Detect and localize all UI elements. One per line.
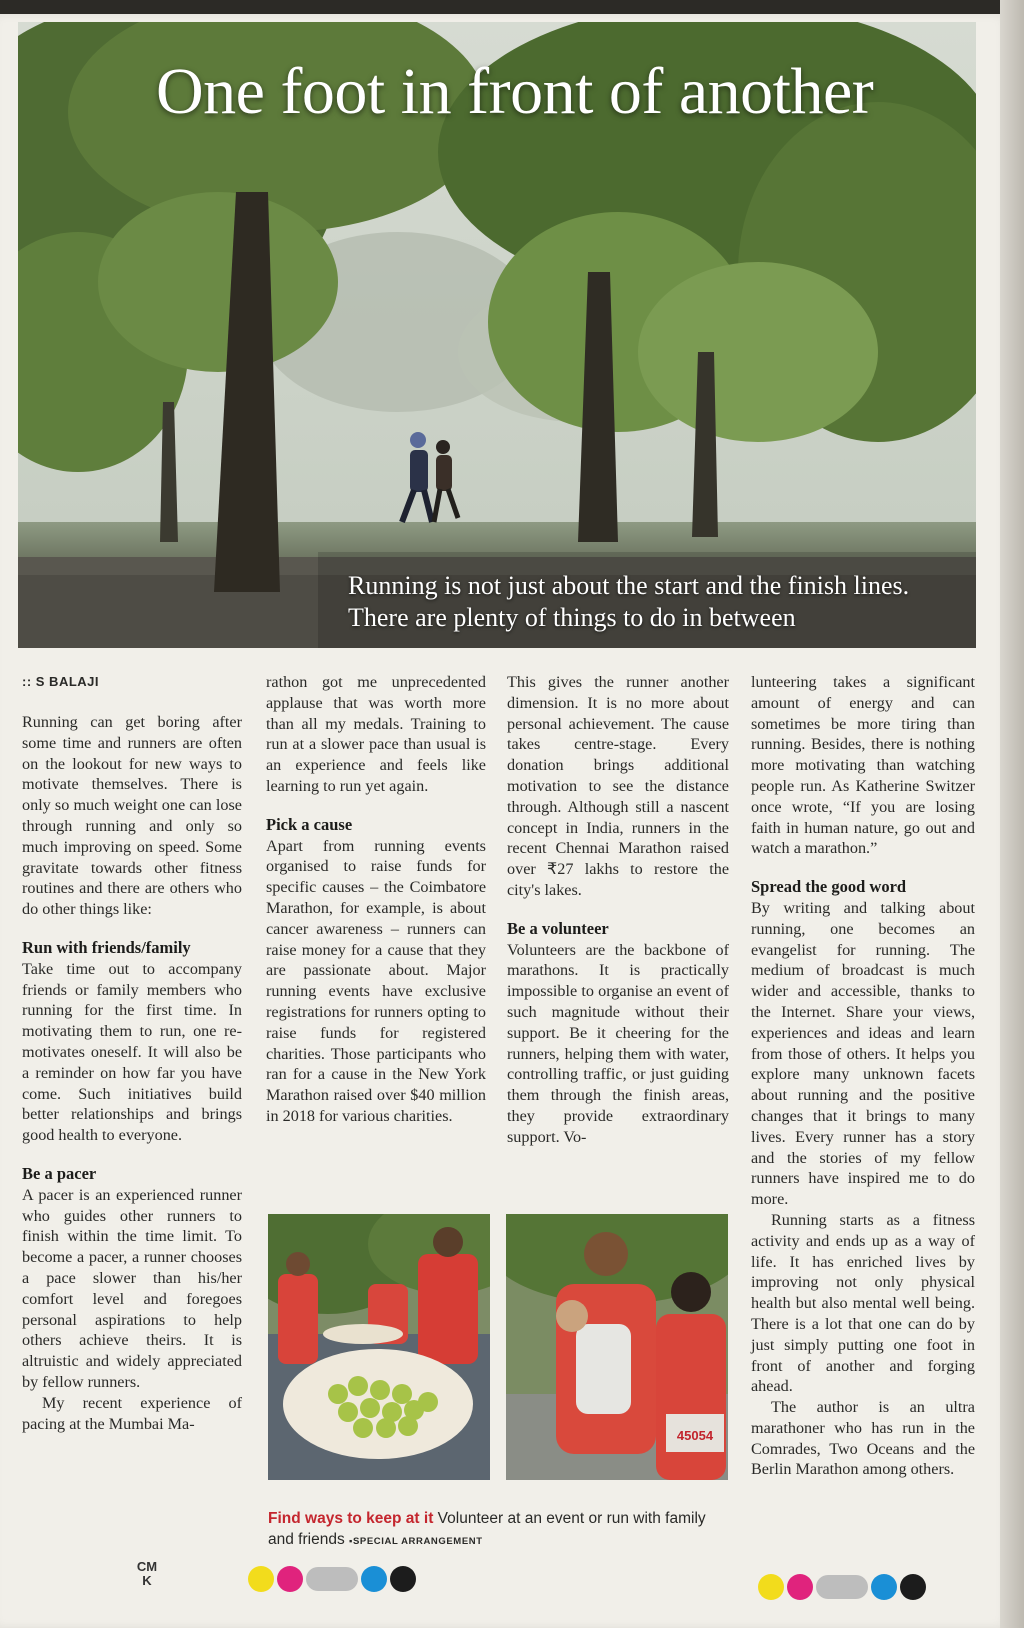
black-mark: [900, 1574, 926, 1600]
photo-volunteers: [268, 1214, 490, 1480]
cyan-mark: [361, 1566, 387, 1592]
grey-mark: [816, 1575, 868, 1599]
family-scene: [506, 1214, 728, 1480]
print-label-bottom: K: [142, 1573, 152, 1588]
yellow-mark: [758, 1574, 784, 1600]
author-note: The author is an ultra marathoner who has run in the Comrades, Two Oceans and the Berlin Marathon among others.: [751, 1398, 975, 1479]
section-heading-cause: Pick a cause: [266, 814, 353, 834]
yellow-mark: [248, 1566, 274, 1592]
column-3: [507, 672, 729, 1148]
race-bib-number: 45054: [676, 1428, 714, 1443]
section-heading-spread: Spread the good word: [751, 877, 907, 897]
photo-caption-text: Volunteer at an event or run with family and friends: [268, 1510, 706, 1548]
section-body-spread-2: Running starts as a fitness activity and ends up as a way of life. It has enriched lives by improving not only physical health but also mental well being. There is a lot that one can do by just simply putting one foot in front of another and forging ahead.: [751, 1210, 975, 1396]
section-body-spread: By writing and talking about running, one becomes an evangelist for running. The medium of broadcast is much wider and accessible, thanks to the Internet. Share your views, experiences and ideas and learn from those of others. It helps you explore many unknown facets about running and the positive changes that it brings to many lives. Every runner has a story and the stories of my fellow runners have inspired me to do more.: [751, 898, 975, 1209]
byline: :: S BALAJI: [22, 674, 99, 689]
volunteers-scene: [268, 1214, 490, 1480]
magenta-mark: [277, 1566, 303, 1592]
section-body-volunteer: Volunteers are the backbone of marathons. It is practically impossible to organise an event of such magnitude without their support. Be it cheering for the runners, helping them with water, controlling traffic, or just guiding them through the finish areas, they provide extraordinary support. Vo-: [507, 940, 729, 1146]
hero-caption: Running is not just about the start and the finish lines. There are plenty of things to do in between: [348, 571, 910, 632]
cyan-mark: [871, 1574, 897, 1600]
photo-caption-head: Find ways to keep at it: [268, 1510, 434, 1527]
color-registration-marks-right: [758, 1574, 929, 1600]
photo-caption: [268, 1508, 728, 1552]
intro-paragraph: Running can get boring after some time and runners are often on the lookout for new ways to motivate themselves. There is only so much weight one can lose through running and only so much improving on speed. Some gravitate towards other fitness routines and there are others who do other things like:: [22, 713, 242, 919]
column-1: [22, 672, 242, 1434]
print-label-top: CM: [136, 1559, 158, 1574]
hero-photo: [18, 22, 976, 648]
section-body-pacer: A pacer is an experienced runner who guides other runners to finish within the time limit. To become a pacer, a runner chooses a pace slower than his/her comfort level and foregoes personal aspirations to help others achieve theirs. It is altruistic and widely appreciated by fellow runners.: [22, 1185, 242, 1391]
photo-credit: ▪SPECIAL ARRANGEMENT: [349, 1536, 483, 1547]
section-body-volunteer-2: lunteering takes a significant amount of energy and can sometimes be more tiring than running. Besides, there is nothing more motivating than watching people run. As Katherine Switzer once wrote, “If you are losing faith in human nature, go out and watch a marathon.”: [751, 673, 975, 858]
section-body-friends: Take time out to accompany friends or family members who running for the first time. In motivating them to run, one re-motivates oneself. It will also be a reminder on how far you have come. Such initiatives build better relationships and brings good health to everyone.: [22, 959, 242, 1145]
color-registration-marks: [248, 1566, 419, 1592]
magenta-mark: [787, 1574, 813, 1600]
photo-family: [506, 1214, 728, 1480]
section-body-pacer-2: My recent experience of pacing at the Mumbai Ma-: [22, 1393, 242, 1433]
section-heading-friends: Run with friends/family: [22, 937, 191, 957]
section-heading-volunteer: Be a volunteer: [507, 918, 609, 938]
section-body-cause-2: This gives the runner another dimension. It is no more about personal achievement. The cause takes centre-stage. Every donation brings additional motivation to see the distance through. Although still a nascent concept in India, runners in the recent Chennai Marathon raised over ₹27 lakhs to restore the city's lakes.: [507, 673, 729, 899]
column-4: [751, 672, 975, 1480]
column-2: [266, 672, 486, 1127]
section-body-pacer-3: rathon got me unprecedented applause that was worth more than all my medals. Training to run at a slower pace than usual is an experience and feels like learning to run yet again.: [266, 673, 486, 795]
page-edge: [1000, 0, 1024, 1628]
section-body-cause: Apart from running events organised to raise funds for specific causes – the Coimbatore Marathon, for example, is about cancer awareness – runners can raise money for a cause that they are passionate about. Major running events have exclusive registrations for runners opting to raise funds for registered charities. Those participants who ran for a cause in the New York Marathon raised over $40 million in 2018 for various charities.: [266, 836, 486, 1125]
section-heading-pacer: Be a pacer: [22, 1163, 97, 1183]
black-mark: [390, 1566, 416, 1592]
headline: One foot in front of another: [156, 55, 874, 128]
photo-credit-text: SPECIAL ARRANGEMENT: [352, 1536, 483, 1547]
grey-mark: [306, 1567, 358, 1591]
print-label: [132, 1560, 162, 1588]
